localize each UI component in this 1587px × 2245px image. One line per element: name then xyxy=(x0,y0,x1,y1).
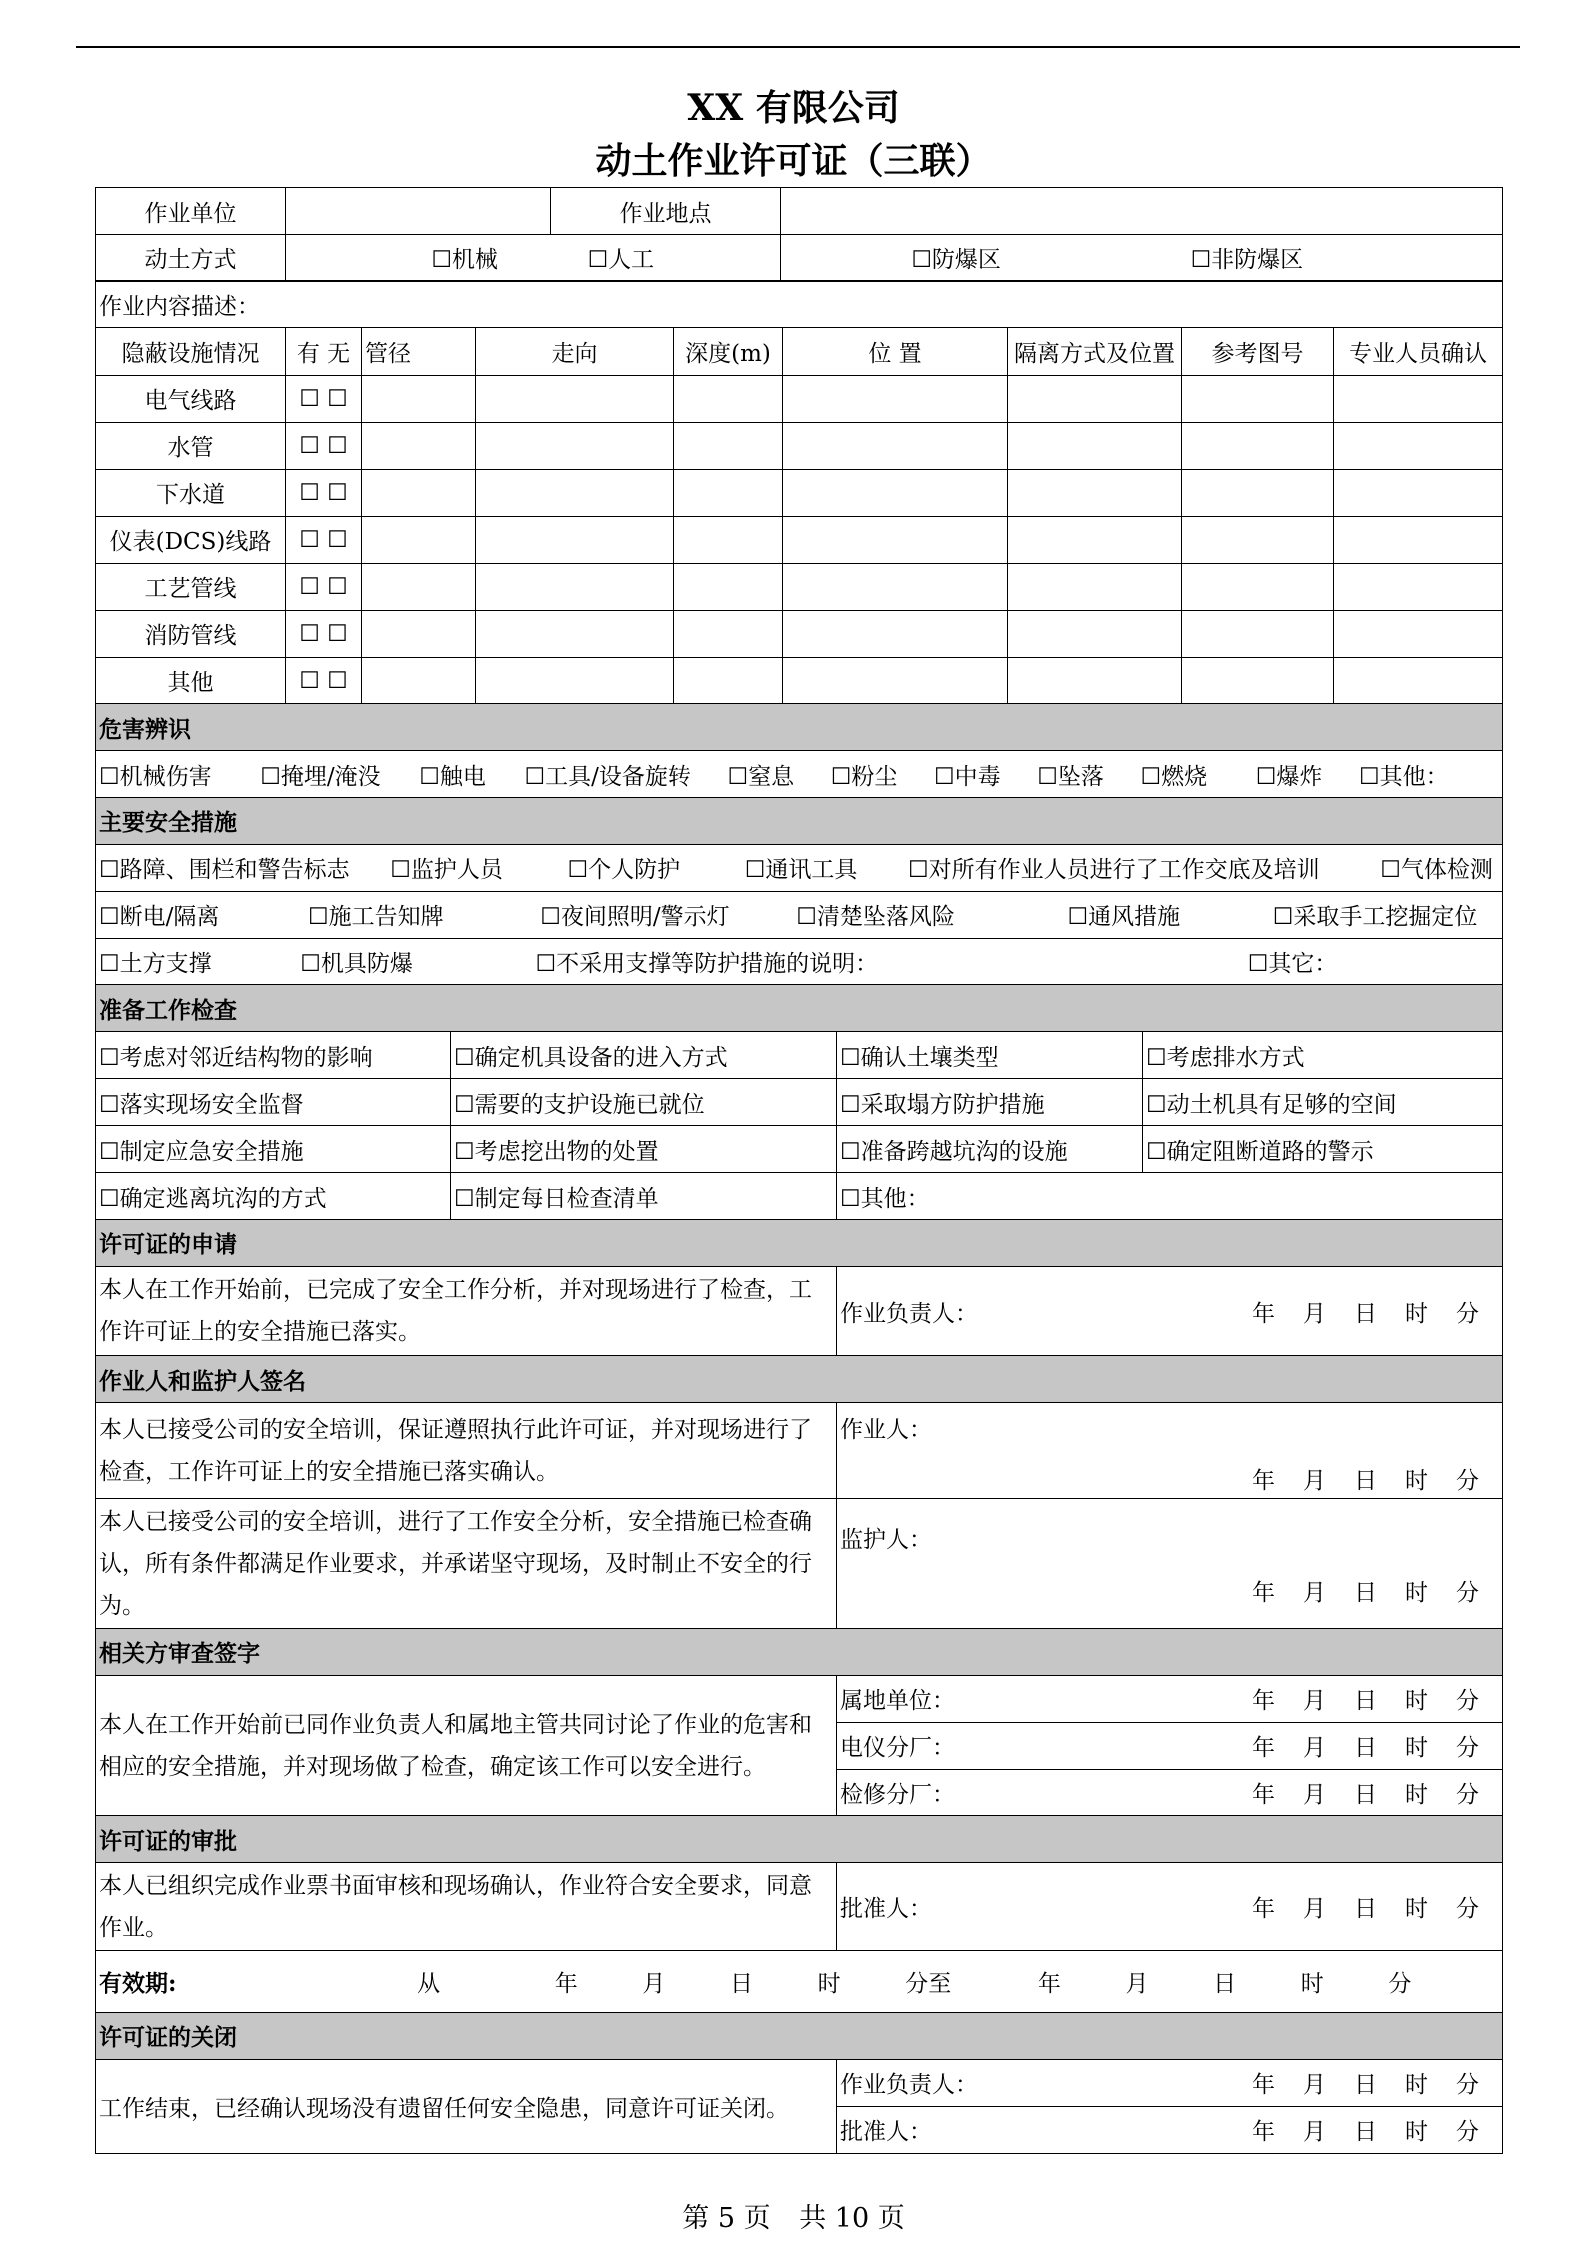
checkbox-non-explosion-zone[interactable]: ☐非防爆区 xyxy=(1190,247,1304,273)
timestamp: 年 月 日 时 分 xyxy=(1252,2119,1479,2145)
review-statement: 本人在工作开始前已同作业负责人和属地主管共同讨论了作业的危害和相应的安全措施，并对现场做了检查，确定该工作可以安全进行。 xyxy=(96,1675,837,1816)
yes-no-checkboxes[interactable]: ☐ ☐ xyxy=(286,563,362,610)
page-number: 第 5 页 xyxy=(682,2203,771,2234)
method-explosion-zone xyxy=(781,234,1503,281)
review-sign-local[interactable]: 属地单位： 年 月 日 时 分 xyxy=(837,1675,1503,1722)
apply-statement: 本人在工作开始前，已完成了安全工作分析，并对现场进行了检查，工作许可证上的安全措施已落实。 xyxy=(96,1266,837,1356)
prep-table xyxy=(95,984,1503,1220)
col-depth: 深度(m) xyxy=(674,327,783,375)
hazard-options xyxy=(96,751,1503,798)
close-sign-approver[interactable]: 批准人： 年 月 日 时 分 xyxy=(837,2106,1503,2153)
table-row xyxy=(96,610,1503,657)
checkbox-ventilation[interactable]: ☐通风措施 xyxy=(1067,904,1181,930)
approve-table xyxy=(95,1815,1503,2013)
timestamp: 年 月 日 时 分 xyxy=(1252,1300,1479,1327)
checkbox-road-warning[interactable]: ☐确定阻断道路的警示 xyxy=(1143,1126,1503,1173)
timestamp: 年 月 日 时 分 xyxy=(1252,1688,1479,1714)
hidden-facilities-table xyxy=(95,327,1503,705)
checkbox-burning[interactable]: ☐燃烧 xyxy=(1140,763,1208,790)
form-title: 动土作业许可证（三联） xyxy=(595,140,992,182)
yes-no-checkboxes[interactable]: ☐ ☐ xyxy=(286,657,362,704)
timestamp: 年 月 日 时 分 xyxy=(1252,1468,1479,1494)
table-row xyxy=(96,422,1503,469)
apply-section-title: 许可证的申请 xyxy=(96,1219,1503,1266)
checkbox-gas-detection[interactable]: ☐气体检测 xyxy=(1380,857,1493,883)
table-row xyxy=(96,469,1503,516)
checkbox-power-isolation[interactable]: ☐断电/隔离 xyxy=(99,904,220,930)
col-position: 位 置 xyxy=(783,327,1008,375)
checkbox-mechanical-injury[interactable]: ☐机械伤害 xyxy=(99,763,212,790)
workers-table xyxy=(95,1355,1503,1629)
checkbox-adjacent-structures[interactable]: ☐考虑对邻近结构物的影响 xyxy=(96,1032,451,1079)
facility-name: 水管 xyxy=(96,422,286,469)
timestamp: 年 月 日 时 分 xyxy=(1252,1735,1479,1761)
worker-statement: 本人已接受公司的安全培训，保证遵照执行此许可证，并对现场进行了检查，工作许可证上的安全措施已落实确认。 xyxy=(96,1403,837,1499)
review-table xyxy=(95,1628,1503,1817)
checkbox-drainage[interactable]: ☐考虑排水方式 xyxy=(1143,1032,1503,1079)
checkbox-emergency-measures[interactable]: ☐制定应急安全措施 xyxy=(96,1126,451,1173)
checkbox-suffocation[interactable]: ☐窒息 xyxy=(727,763,795,790)
timestamp: 年 月 日 时 分 xyxy=(1252,2072,1479,2098)
basic-info-table xyxy=(95,187,1503,235)
checkbox-support-ready[interactable]: ☐需要的支护设施已就位 xyxy=(451,1079,837,1126)
checkbox-mechanical[interactable]: ☐机械 xyxy=(431,247,498,273)
page-total: 共 10 页 xyxy=(799,2203,905,2234)
checkbox-site-supervision[interactable]: ☐落实现场安全监督 xyxy=(96,1079,451,1126)
checkbox-explosion-zone[interactable]: ☐防爆区 xyxy=(911,247,1001,273)
checkbox-tool-rotation[interactable]: ☐工具/设备旋转 xyxy=(524,763,691,790)
approve-sign-cell[interactable] xyxy=(837,1863,1503,1951)
col-diameter: 管径 xyxy=(362,327,476,375)
checkbox-prep-other[interactable]: ☐其他： xyxy=(837,1173,1503,1220)
work-unit-field[interactable] xyxy=(286,188,551,235)
worker-sign-cell[interactable] xyxy=(837,1403,1503,1499)
worker-sign-label: 作业人： xyxy=(840,1417,932,1443)
table-row xyxy=(96,563,1503,610)
yes-no-checkboxes[interactable]: ☐ ☐ xyxy=(286,375,362,422)
content-table xyxy=(95,280,1503,328)
facility-name: 仪表(DCS)线路 xyxy=(96,516,286,563)
checkbox-escape-method[interactable]: ☐确定逃离坑沟的方式 xyxy=(96,1173,451,1220)
measures-table xyxy=(95,797,1503,986)
facility-name: 电气线路 xyxy=(96,375,286,422)
work-content-label: 作业内容描述： xyxy=(96,281,1503,328)
work-location-label: 作业地点 xyxy=(551,188,781,235)
validity-row[interactable]: 有效期: 从 年 月 日 时 分至 年 月 日 时 分 xyxy=(96,1951,1503,2013)
method-label: 动土方式 xyxy=(96,234,286,281)
table-row xyxy=(96,516,1503,563)
checkbox-spoil-disposal[interactable]: ☐考虑挖出物的处置 xyxy=(451,1126,837,1173)
table-row xyxy=(96,375,1503,422)
col-ref-drawing: 参考图号 xyxy=(1182,327,1334,375)
hazard-table xyxy=(95,703,1503,798)
timestamp: 年 月 日 时 分 xyxy=(1252,1896,1479,1922)
work-location-field[interactable] xyxy=(781,188,1503,235)
company-name: XX 有限公司 xyxy=(687,87,900,129)
yes-no-checkboxes[interactable]: ☐ ☐ xyxy=(286,516,362,563)
col-yes-no: 有 无 xyxy=(286,327,362,375)
top-rule xyxy=(76,46,1520,48)
checkbox-no-support-note[interactable]: ☐不采用支撑等防护措施的说明： xyxy=(535,951,879,977)
workers-section-title: 作业人和监护人签名 xyxy=(96,1356,1503,1403)
checkbox-ppe[interactable]: ☐个人防护 xyxy=(567,857,681,883)
checkbox-dust[interactable]: ☐粉尘 xyxy=(830,763,898,790)
review-sign-electrical[interactable]: 电仪分厂： 年 月 日 时 分 xyxy=(837,1722,1503,1769)
timestamp: 年 月 日 时 分 xyxy=(1252,1580,1479,1606)
apply-sign-label: 作业负责人： xyxy=(840,1300,978,1327)
checkbox-explosion[interactable]: ☐爆炸 xyxy=(1255,763,1323,790)
timestamp: 年 月 日 时 分 xyxy=(1252,1782,1479,1808)
checkbox-manual-digging[interactable]: ☐采取手工挖掘定位 xyxy=(1272,904,1478,930)
checkbox-collapse-protection[interactable]: ☐采取塌方防护措施 xyxy=(837,1079,1143,1126)
checkbox-falling[interactable]: ☐坠落 xyxy=(1037,763,1104,790)
checkbox-machine-space[interactable]: ☐动土机具有足够的空间 xyxy=(1143,1079,1503,1126)
checkbox-daily-checklist[interactable]: ☐制定每日检查清单 xyxy=(451,1173,837,1220)
checkbox-hazard-other[interactable]: ☐其他： xyxy=(1359,763,1449,790)
col-expert-confirm: 专业人员确认 xyxy=(1334,327,1503,375)
approver-label: 批准人： xyxy=(840,1896,932,1922)
checkbox-night-lighting[interactable]: ☐夜间照明/警示灯 xyxy=(540,904,730,930)
yes-no-checkboxes[interactable]: ☐ ☐ xyxy=(286,469,362,516)
col-isolation: 隔离方式及位置 xyxy=(1008,327,1182,375)
checkbox-trench-crossing[interactable]: ☐准备跨越坑沟的设施 xyxy=(837,1126,1143,1173)
validity-label: 有效期: xyxy=(99,1970,177,1997)
apply-sign-cell[interactable] xyxy=(837,1266,1503,1356)
checkbox-poisoning[interactable]: ☐中毒 xyxy=(934,763,1001,790)
checkbox-fall-risk[interactable]: ☐清楚坠落风险 xyxy=(796,904,955,930)
checkbox-equipment-access[interactable]: ☐确定机具设备的进入方式 xyxy=(451,1032,837,1079)
yes-no-checkboxes[interactable]: ☐ ☐ xyxy=(286,610,362,657)
checkbox-earth-support[interactable]: ☐土方支撑 xyxy=(99,951,212,977)
checkbox-comm-tools[interactable]: ☐通讯工具 xyxy=(744,857,858,883)
table-row xyxy=(96,657,1503,704)
measures-row-2 xyxy=(96,891,1503,938)
prep-section-title: 准备工作检查 xyxy=(96,985,1503,1032)
checkbox-barricade[interactable]: ☐路障、围栏和警告标志 xyxy=(99,857,350,883)
guardian-statement: 本人已接受公司的安全培训，进行了工作安全分析，安全措施已检查确认，所有条件都满足作业要求，并承诺坚守现场，及时制止不安全的行为。 xyxy=(96,1499,837,1629)
guardian-sign-cell[interactable] xyxy=(837,1499,1503,1629)
work-unit-label: 作业单位 xyxy=(96,188,286,235)
checkbox-notice-board[interactable]: ☐施工告知牌 xyxy=(308,904,444,930)
facility-name: 其他 xyxy=(96,657,286,704)
facility-name: 下水道 xyxy=(96,469,286,516)
hazard-section-title: 危害辨识 xyxy=(96,704,1503,751)
method-table xyxy=(95,234,1503,282)
col-direction: 走向 xyxy=(476,327,674,375)
checkbox-electric-shock[interactable]: ☐触电 xyxy=(419,763,486,790)
col-facility: 隐蔽设施情况 xyxy=(96,327,286,375)
checkbox-watch-person[interactable]: ☐监护人员 xyxy=(390,857,503,883)
checkbox-explosion-proof[interactable]: ☐机具防爆 xyxy=(300,951,413,977)
measures-row-1 xyxy=(96,844,1503,891)
page-footer xyxy=(0,2196,1587,2235)
permit-form xyxy=(95,187,1503,2154)
facility-name: 工艺管线 xyxy=(96,563,286,610)
guardian-sign-label: 监护人： xyxy=(840,1527,932,1553)
checkbox-briefing[interactable]: ☐对所有作业人员进行了工作交底及培训 xyxy=(908,857,1320,883)
yes-no-checkboxes[interactable]: ☐ ☐ xyxy=(286,422,362,469)
close-statement: 工作结束，已经确认现场没有遗留任何安全隐患，同意许可证关闭。 xyxy=(96,2059,837,2153)
checkbox-soil-type[interactable]: ☐确认土壤类型 xyxy=(837,1032,1143,1079)
measures-section-title: 主要安全措施 xyxy=(96,797,1503,844)
review-section-title: 相关方审查签字 xyxy=(96,1628,1503,1675)
checkbox-measures-other[interactable]: ☐其它： xyxy=(1247,951,1338,977)
review-sign-maintenance[interactable]: 检修分厂： 年 月 日 时 分 xyxy=(837,1769,1503,1816)
close-section-title: 许可证的关闭 xyxy=(96,2012,1503,2059)
approve-section-title: 许可证的审批 xyxy=(96,1816,1503,1863)
facility-name: 消防管线 xyxy=(96,610,286,657)
apply-table xyxy=(95,1219,1503,1357)
checkbox-burial-drowning[interactable]: ☐掩埋/淹没 xyxy=(260,763,381,790)
measures-row-3 xyxy=(96,938,1503,985)
checkbox-manual[interactable]: ☐人工 xyxy=(587,247,655,273)
close-sign-leader[interactable]: 作业负责人： 年 月 日 时 分 xyxy=(837,2059,1503,2106)
method-mech-manual xyxy=(286,234,781,281)
close-table xyxy=(95,2012,1503,2154)
approve-statement: 本人已组织完成作业票书面审核和现场确认，作业符合安全要求，同意作业。 xyxy=(96,1863,837,1951)
